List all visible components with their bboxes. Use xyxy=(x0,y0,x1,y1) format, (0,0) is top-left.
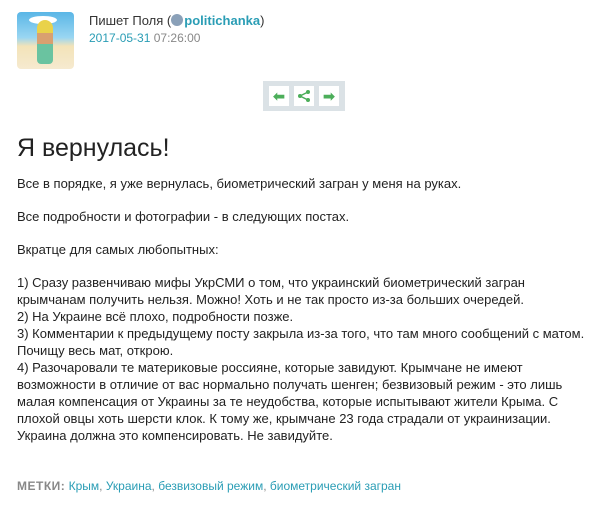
tag-link[interactable]: безвизовый режим xyxy=(158,479,264,493)
user-icon xyxy=(171,14,183,26)
paragraph: Все в порядке, я уже вернулась, биометрический загран у меня на руках. xyxy=(17,176,462,191)
post-date: 2017-05-31 07:26:00 xyxy=(89,31,201,45)
list-item: 2) На Украине всё плохо, подробности позже. xyxy=(17,309,294,324)
list-item: 4) Разочаровали те материковые россияне, которые завидуют. Крымчане не имеют возможности в отличие от вас нормально получать шенген; безвизовый режим - это лишь малая компенсация от Украины за те неудобства, которые испытывают жители Крыма. С плохой овцы хоть шерсти клок. К тому же, крымчане 23 года страдали от украинизации. Украина должна это компенсировать. Не завидуйте. xyxy=(17,360,563,443)
prev-arrow-icon[interactable]: ⬅ xyxy=(269,86,289,106)
tag-link[interactable]: Крым xyxy=(68,479,100,493)
list-item: 1) Сразу развенчиваю мифы УкрСМИ о том, что украинский биометрический загран крымчанам получить нельзя. Можно! Хоть и не так просто из-за больших очередей. xyxy=(17,275,525,307)
tags: МЕТКИ: Крым, Украина, безвизовый режим, биометрический загран xyxy=(17,479,401,493)
post-nav xyxy=(263,81,345,111)
share-icon[interactable] xyxy=(294,86,314,106)
tag-link[interactable]: Украина xyxy=(105,479,152,493)
avatar[interactable] xyxy=(17,12,74,69)
post-title: Я вернулась! xyxy=(17,134,170,162)
list-item: 3) Комментарии к предыдущему посту закрыла из-за того, что там много сообщений с матом. Почищу весь мат, открою. xyxy=(17,326,585,358)
post-body xyxy=(17,175,592,444)
paragraph: Вкратце для самых любопытных: xyxy=(17,242,219,257)
author-link[interactable]: politichanka xyxy=(184,13,261,28)
tag-link[interactable]: биометрический загран xyxy=(269,479,401,493)
author-line: Пишет Поля ( politichanka) xyxy=(89,13,265,28)
next-arrow-icon[interactable]: ➡ xyxy=(319,86,339,106)
date-link[interactable]: 2017-05-31 xyxy=(89,31,151,45)
paragraph: Все подробности и фотографии - в следующих постах. xyxy=(17,209,350,224)
